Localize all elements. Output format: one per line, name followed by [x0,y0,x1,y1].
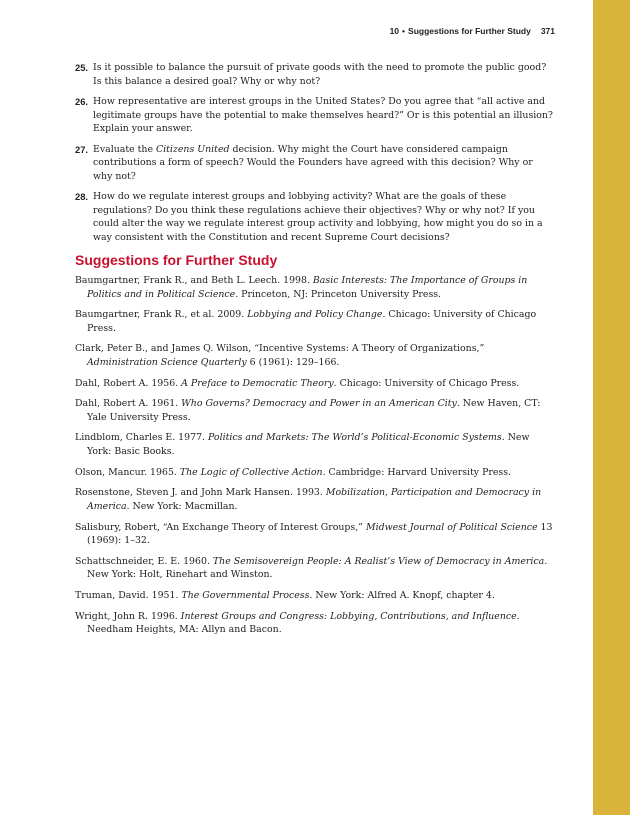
question-text-start: Evaluate the [93,143,156,155]
reference-item: Schattschneider, E. E. 1960. The Semisovereign People: A Realist’s View of Democracy in America. New York: Holt, Rinehart and Winston. [75,555,548,581]
reference-item: Dahl, Robert A. 1956. A Preface to Democratic Theory. Chicago: University of Chicago Press. [75,377,520,389]
side-color-bar [593,0,630,815]
question-text: How representative are interest groups in the United States? Do you agree that “all active and legitimate groups have the potential to make themselves heard?” Or is this potential an illusion? Explain your answer. [93,96,553,134]
reference-item: Baumgartner, Frank R., et al. 2009. Lobbying and Policy Change. Chicago: University of Chicago Press. [75,309,537,334]
question-number: 25. [75,62,89,73]
reference-item: Dahl, Robert A. 1961. Who Governs? Democracy and Power in an American City. New Haven, CT: Yale University Press. [75,398,541,423]
reference-item: Clark, Peter B., and James Q. Wilson, “Incentive Systems: A Theory of Organizations,” Administration Science Quarterly 6 (1961): 129–166. [75,343,485,368]
page-content [75,61,555,644]
question-item [75,61,555,88]
reference-item: Truman, David. 1951. The Governmental Process. New York: Alfred A. Knopf, chapter 4. [75,589,495,601]
question-number: 27. [75,143,89,155]
reference-item: Rosenstone, Steven J. and John Mark Hansen. 1993. Mobilization, Participation and Democracy in America. New York: Macmillan. [75,487,542,512]
header-section-title: Suggestions for Further Study [408,26,531,36]
reference-list [75,274,555,637]
question-text-end: decision. Why might the Court have considered campaign contributions a form of speech? Would the Founders have agreed with this decision? Why or why not? [93,143,533,182]
reference-item: Olson, Mancur. 1965. The Logic of Collective Action. Cambridge: Harvard University Press. [75,466,512,478]
chapter-number: 10 [389,26,400,36]
case-name: Citizens United [155,143,230,155]
reference-item: Salisbury, Robert, “An Exchange Theory of Interest Groups,” Midwest Journal of Political Science 13 (1969): 1–32. [75,521,553,546]
reference-item: Baumgartner, Frank R., and Beth L. Leech. 1998. Basic Interests: The Importance of Groups in Politics and in Political Science. Princeton, NJ: Princeton University Press. [75,275,528,300]
question-text: Is it possible to balance the pursuit of private goods with the need to promote the public good? Is this balance a desired goal? Why or why not? [93,62,547,87]
question-number: 26. [75,96,89,107]
running-header [390,26,555,36]
reference-item: Lindblom, Charles E. 1977. Politics and Markets: The World’s Political-Economic Systems. New York: Basic Books. [75,432,530,457]
question-item [75,143,555,184]
page-number: 371 [540,26,555,36]
section-heading: Suggestions for Further Study [75,252,278,268]
header-separator: • [402,26,406,36]
question-item [75,190,555,244]
question-number: 28. [75,191,89,202]
question-item [75,95,555,136]
reference-item: Wright, John R. 1996. Interest Groups and Congress: Lobbying, Contributions, and Influence. Needham Heights, MA: Allyn and Bacon. [75,610,520,636]
question-text: How do we regulate interest groups and lobbying activity? What are the goals of these regulations? Do you think these regulations achieve their objectives? Why or why not? If you could alter the way we regulate interest group activity and lobbying, how might you do so in a way consistent with the Constitution and recent Supreme Court decisions? [93,191,543,243]
